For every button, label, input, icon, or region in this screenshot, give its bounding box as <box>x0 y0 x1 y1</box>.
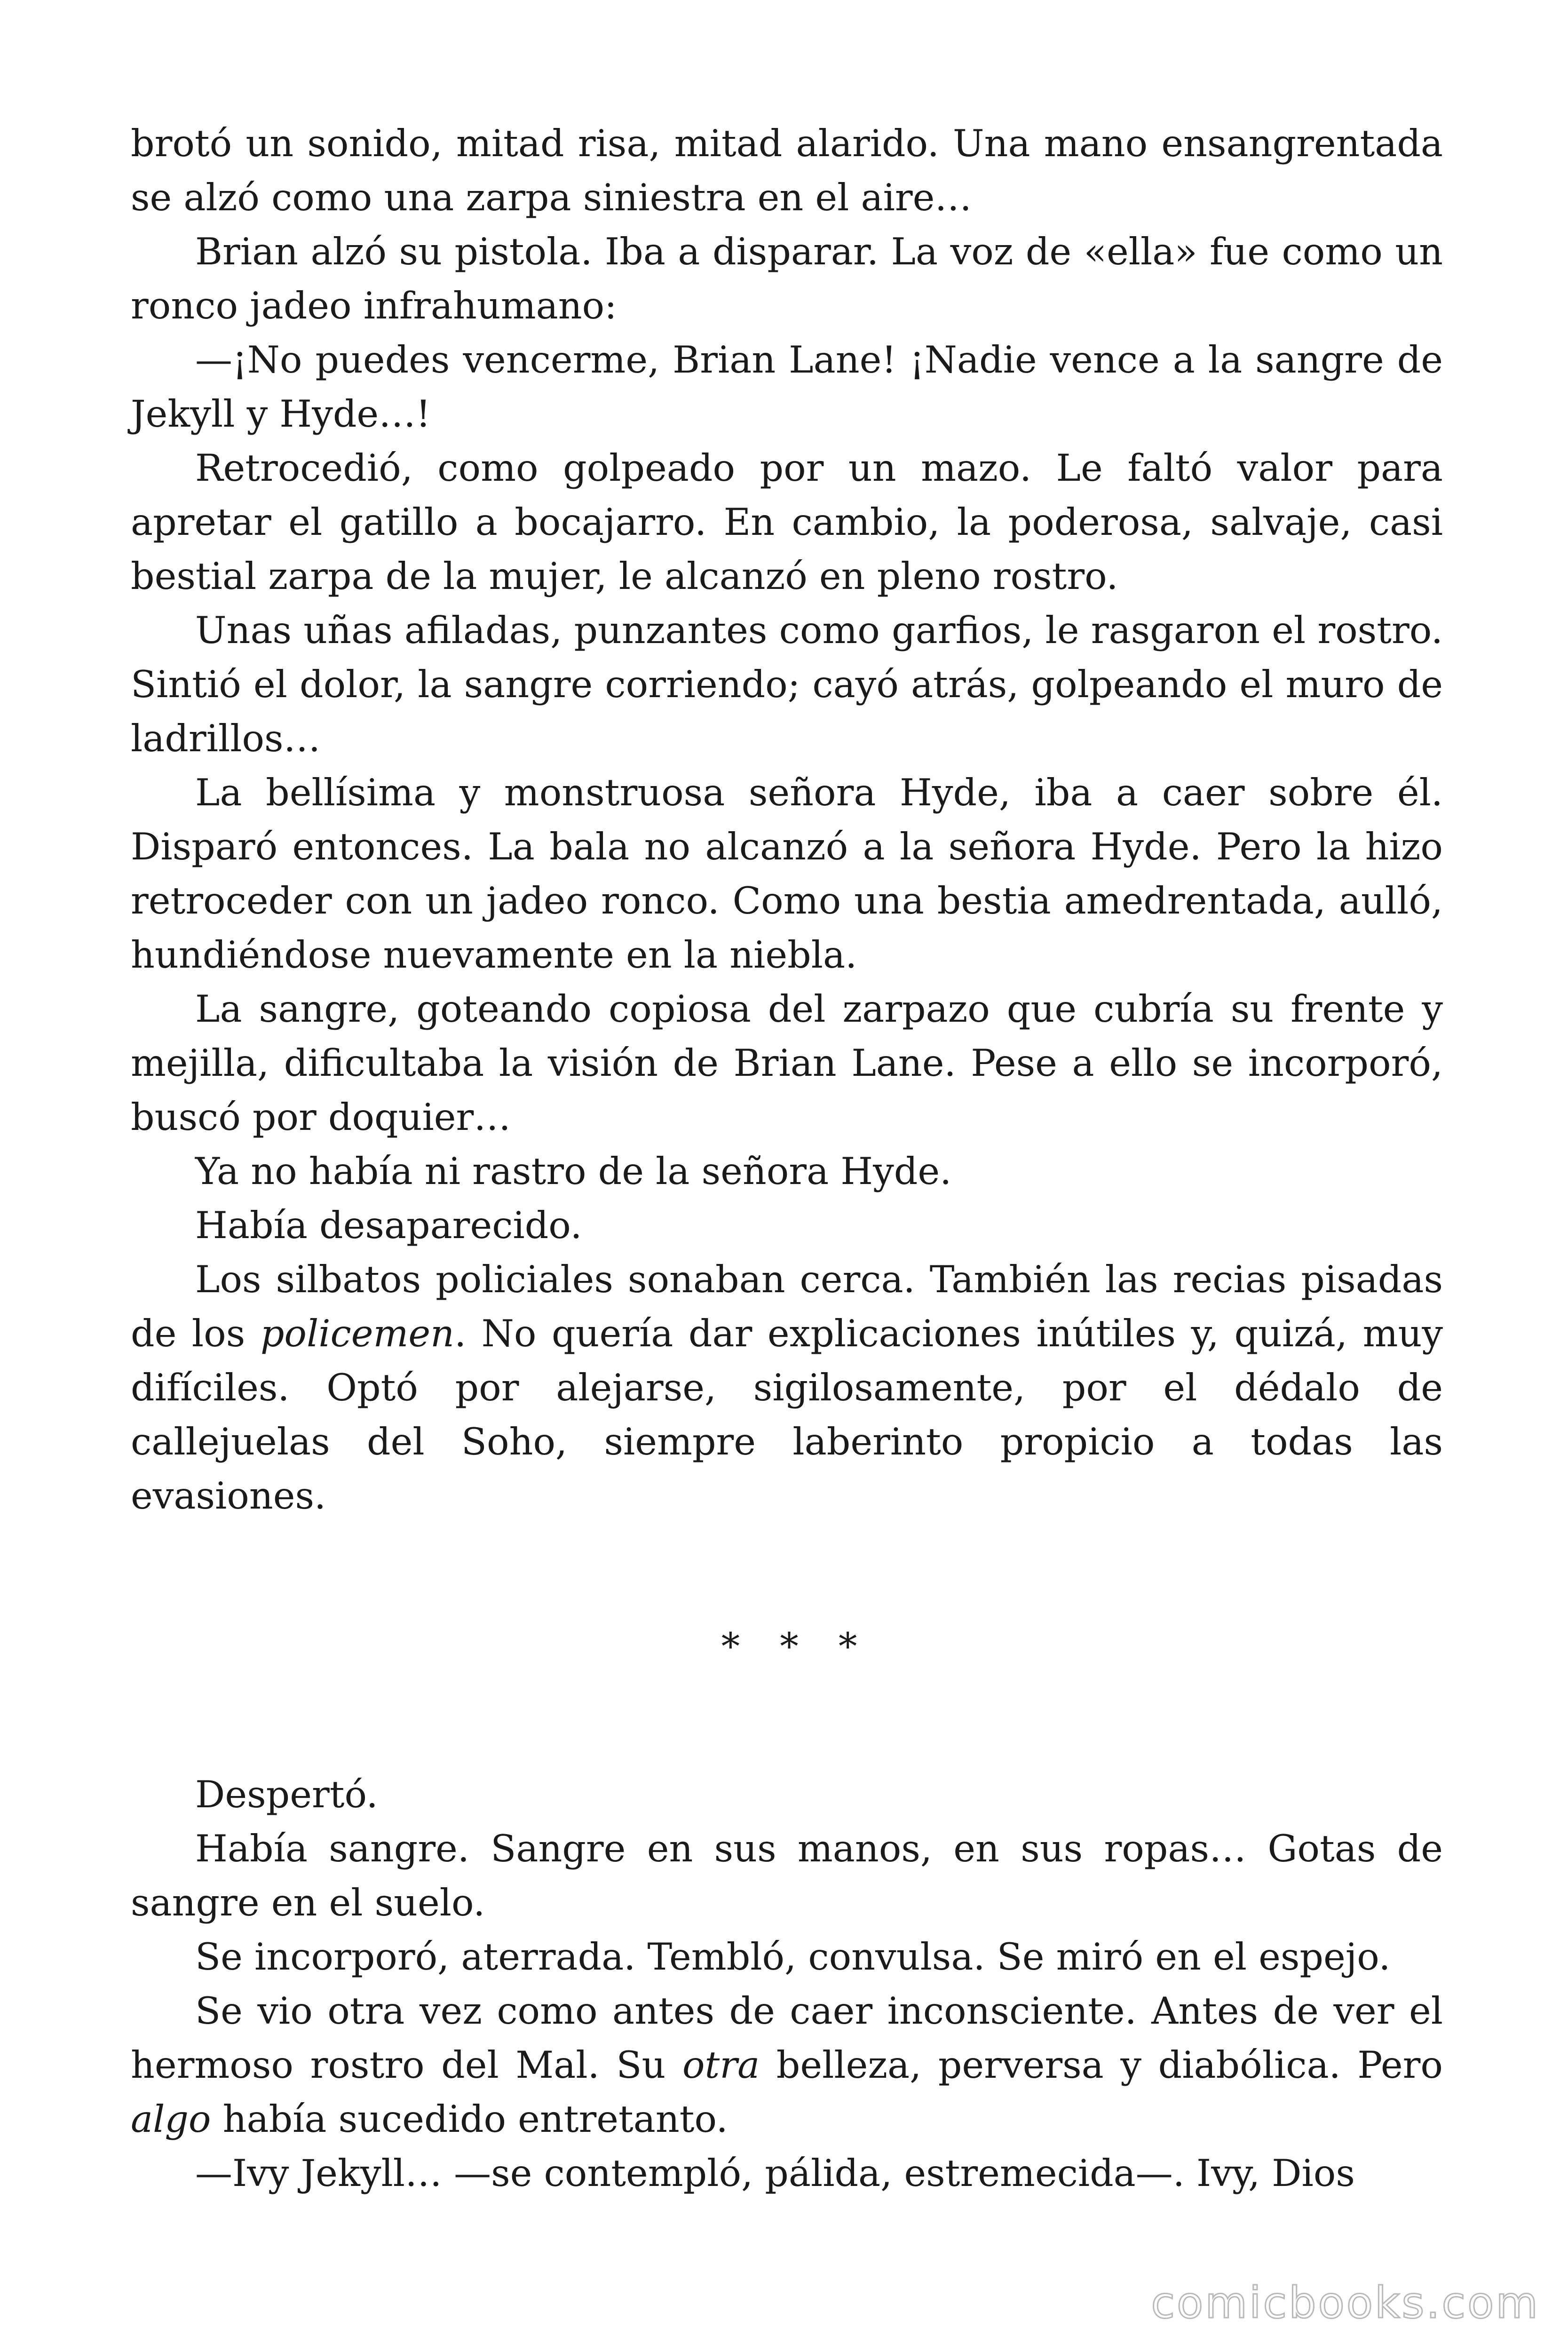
paragraph: Despertó. <box>195 1773 378 1816</box>
paragraph: Retrocedió, como golpeado por un mazo. Le faltó valor para apretar el gatillo a bocajarro. En cambio, la poderosa, salvaje, casi bestial zarpa de la mujer, le alcanzó en pleno rostro. <box>131 446 1443 598</box>
italic-text: otra <box>682 2043 760 2087</box>
italic-text: algo <box>131 2098 211 2141</box>
paragraph: Los silbatos policiales sonaban cerca. También las recias pisadas de los policemen. No quería dar explicaciones inútiles y, quizá, muy difíciles. Optó por alejarse, sigilosamente, por el dédalo de callejuelas del Soho, siempre laberinto propicio a todas las evasiones. <box>131 1258 1443 1518</box>
paragraph: Ya no había ni rastro de la señora Hyde. <box>195 1150 952 1193</box>
paragraph: La sangre, goteando copiosa del zarpazo que cubría su frente y mejilla, dificultaba la visión de Brian Lane. Pese a ello se incorporó, buscó por doquier… <box>131 987 1443 1139</box>
text-block-before <box>131 117 1443 1523</box>
paragraph: La bellísima y monstruosa señora Hyde, iba a caer sobre él. Disparó entonces. La bala no alcanzó a la señora Hyde. Pero la hizo retroceder con un jadeo ronco. Como una bestia amedrentada, aulló, hundiéndose nuevamente en la niebla. <box>131 771 1443 977</box>
paragraph: Se vio otra vez como antes de caer inconsciente. Antes de ver el hermoso rostro del Mal. Su otra belleza, perversa y diabólica. Pero algo había sucedido entretanto. <box>131 1989 1443 2141</box>
text-block-after <box>131 1768 1443 2201</box>
book-page <box>131 117 1443 2201</box>
paragraph: Había sangre. Sangre en sus manos, en sus ropas… Gotas de sangre en el suelo. <box>131 1827 1443 1924</box>
paragraph: brotó un sonido, mitad risa, mitad alarido. Una mano ensangrentada se alzó como una zarpa siniestra en el aire… <box>131 122 1443 219</box>
paragraph: Se incorporó, aterrada. Tembló, convulsa. Se miró en el espejo. <box>195 1935 1391 1979</box>
paragraph: —Ivy Jekyll… —se contempló, pálida, estremecida—. Ivy, Dios <box>195 2152 1355 2195</box>
italic-text: policemen <box>260 1312 455 1355</box>
section-separator: * * * <box>721 1625 871 1668</box>
watermark-logo: comicbooks.com <box>1151 2278 1540 2328</box>
paragraph: Había desaparecido. <box>195 1204 582 1247</box>
paragraph: Brian alzó su pistola. Iba a disparar. La voz de «ella» fue como un ronco jadeo infrahumano: <box>131 230 1443 327</box>
paragraph: —¡No puedes vencerme, Brian Lane! ¡Nadie vence a la sangre de Jekyll y Hyde…! <box>131 338 1443 436</box>
paragraph: Unas uñas afiladas, punzantes como garfios, le rasgaron el rostro. Sintió el dolor, la sangre corriendo; cayó atrás, golpeando el muro de ladrillos… <box>131 609 1443 760</box>
